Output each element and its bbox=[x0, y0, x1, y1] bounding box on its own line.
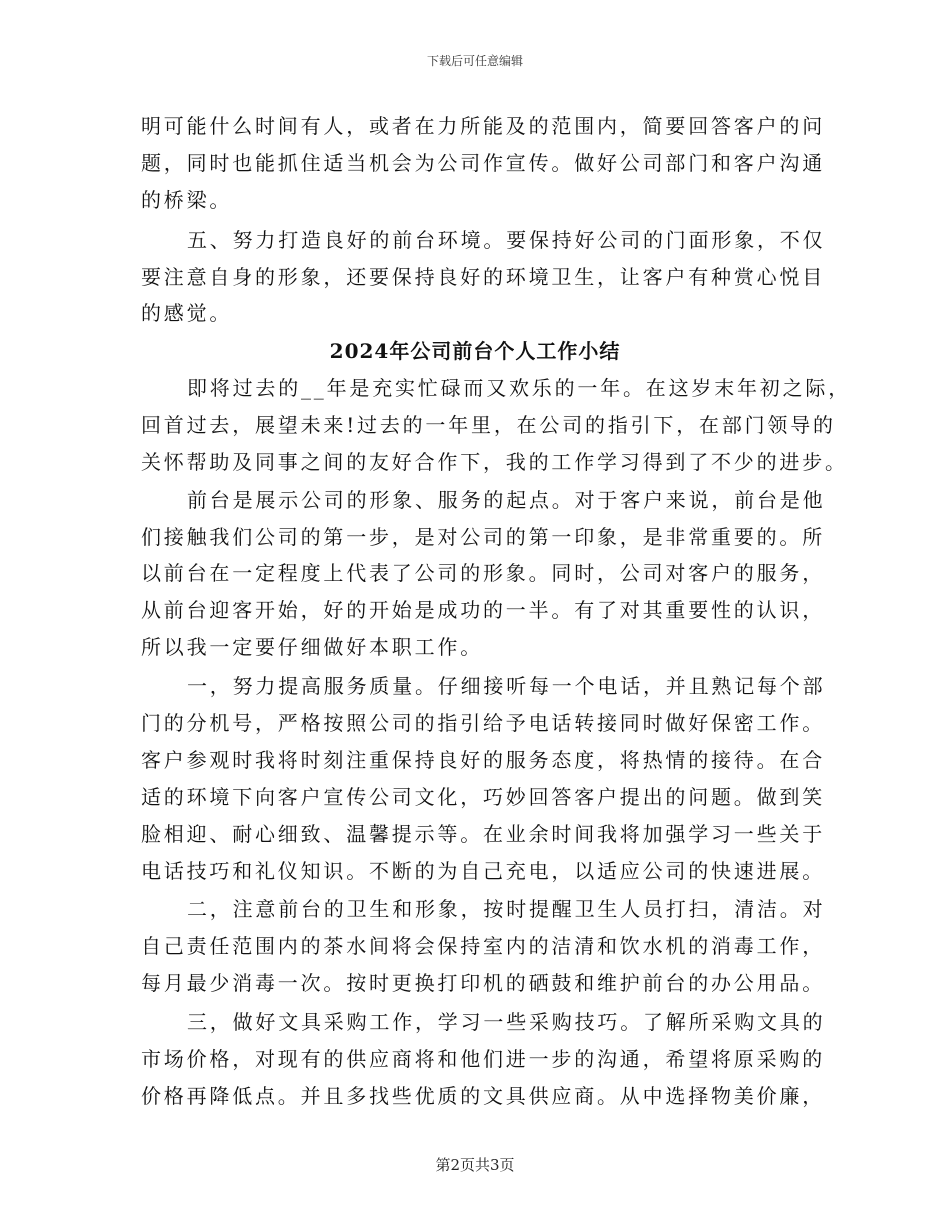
paragraph-line: 五、努力打造良好的前台环境。要保持好公司的门面形象，不仅 bbox=[187, 228, 826, 252]
paragraph-line: 每月最少消毒一次。按时更换打印机的硒鼓和维护前台的办公用品。 bbox=[141, 971, 825, 995]
paragraph-line: 们接触我们公司的第一步，是对公司的第一印象，是非常重要的。所 bbox=[141, 525, 825, 549]
paragraph-line: 即将过去的__年是充实忙碌而又欢乐的一年。在这岁末年初之际， bbox=[187, 376, 851, 400]
paragraph-line: 的感觉。 bbox=[141, 301, 233, 325]
paragraph-line: 一，努力提高服务质量。仔细接听每一个电话，并且熟记每个部 bbox=[187, 674, 826, 698]
paragraph-line: 要注意自身的形象，还要保持良好的环境卫生，让客户有种赏心悦目 bbox=[141, 265, 825, 289]
paragraph-line: 市场价格，对现有的供应商将和他们进一步的沟通，希望将原采购的 bbox=[141, 1047, 825, 1071]
paragraph-line: 门的分机号，严格按照公司的指引给予电话转接同时做好保密工作。 bbox=[141, 711, 825, 735]
paragraph-line: 适的环境下向客户宣传公司文化，巧妙回答客户提出的问题。做到笑 bbox=[141, 785, 825, 809]
paragraph-line: 自己责任范围内的茶水间将会保持室内的洁清和饮水机的消毒工作， bbox=[141, 934, 825, 958]
paragraph-line: 关怀帮助及同事之间的友好合作下，我的工作学习得到了不少的进步。 bbox=[141, 450, 848, 474]
document-title: 2024年公司前台个人工作小结 bbox=[329, 339, 621, 363]
paragraph-line: 价格再降低点。并且多找些优质的文具供应商。从中选择物美价廉， bbox=[141, 1084, 825, 1108]
paragraph-line: 前台是展示公司的形象、服务的起点。对于客户来说，前台是他 bbox=[187, 488, 826, 512]
page-number: 第2页共3页 bbox=[435, 1156, 515, 1174]
paragraph-line: 二，注意前台的卫生和形象，按时提醒卫生人员打扫，清洁。对 bbox=[187, 897, 826, 921]
paragraph-line: 题，同时也能抓住适当机会为公司作宣传。做好公司部门和客户沟通 bbox=[141, 151, 825, 175]
paragraph-line: 客户参观时我将时刻注重保持良好的服务态度，将热情的接待。在合 bbox=[141, 748, 825, 772]
page-header-note: 下载后可任意编辑 bbox=[426, 54, 523, 68]
paragraph-line: 三，做好文具采购工作，学习一些采购技巧。了解所采购文具的 bbox=[187, 1010, 826, 1034]
paragraph-line: 的桥梁。 bbox=[141, 188, 233, 212]
paragraph-line: 电话技巧和礼仪知识。不断的为自己充电，以适应公司的快速进展。 bbox=[141, 859, 825, 883]
paragraph-line: 明可能什么时间有人，或者在力所能及的范围内，简要回答客户的问 bbox=[141, 114, 825, 138]
paragraph-line: 脸相迎、耐心细致、温馨提示等。在业余时间我将加强学习一些关于 bbox=[141, 822, 825, 846]
paragraph-line: 回首过去，展望未来!过去的一年里，在公司的指引下，在部门领导的 bbox=[141, 413, 836, 437]
paragraph-line: 从前台迎客开始，好的开始是成功的一半。有了对其重要性的认识， bbox=[141, 598, 825, 622]
paragraph-line: 所以我一定要仔细做好本职工作。 bbox=[141, 635, 483, 659]
paragraph-line: 以前台在一定程度上代表了公司的形象。同时，公司对客户的服务， bbox=[141, 561, 825, 585]
